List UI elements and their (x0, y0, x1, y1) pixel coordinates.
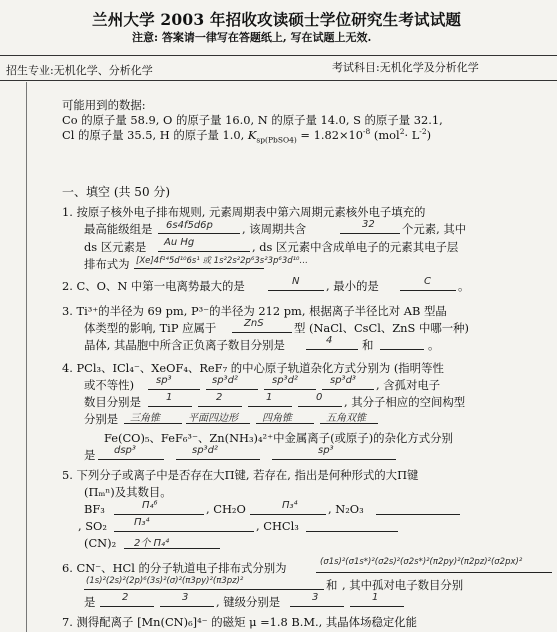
q5-chcl3: , CHCl₃ (256, 519, 299, 533)
q6-answer-hcl: (1s)²(2s)²(2p)⁶(3s)²(σ)²(π3py)²(π3pz)² (86, 576, 244, 586)
q3-line-3-a: 晶体, 其晶胞中所含正负离子数目分别是 (84, 338, 285, 352)
q7-line-1: 7. 测得配离子 [Mn(CN)₆]⁴⁻ 的磁矩 μ =1.8 B.M., 其晶体场稳定化能 (62, 615, 418, 629)
q4-blank-lone-2 (198, 406, 242, 407)
q4-line-4: 分别是 (84, 412, 119, 426)
q1-line-1: 1. 按原子核外电子排布规则, 元素周期表中第六周期元素核外电子填充的 (62, 205, 426, 219)
q6-line-3-b: , 键级分别是 (216, 595, 281, 609)
q6-line-3-a: 是 (84, 595, 96, 609)
q2-text-a: 2. C、O、N 中第一电离势最大的是 (62, 279, 245, 293)
header-rule-top (0, 55, 557, 56)
q3-line-2-b: 型 (NaCl、CsCl、ZnS 中哪一种) (294, 321, 469, 335)
q5-line-2: (Πₘⁿ)及其数目。 (84, 485, 172, 499)
q5-so2: , SO₂ (78, 519, 107, 533)
q4-blank-hyb-4 (322, 389, 374, 390)
q1-line-3-b: , ds 区元素中含成单电子的元素其电子层 (252, 240, 459, 254)
q4-answer-hyb-4: sp³d³ (330, 375, 356, 386)
q5-answer-so2: Π₃⁴ (134, 517, 150, 528)
q6-line-1: 6. CN⁻、HCl 的分子轨道电子排布式分别为 (62, 561, 287, 575)
q1-line-4: 排布式为 (84, 257, 130, 271)
q4-answer-shape-3: 四角锥 (262, 413, 292, 424)
q4-line-3-b: , 其分子相应的空间构型 (344, 395, 466, 409)
data-line-1: Co 的原子量 58.9, O 的原子量 16.0, N 的原子量 14.0, S 的原子量 32.1, (62, 113, 443, 127)
q1-line-2-b: , 该周期共含 (242, 222, 307, 236)
q1-blank-config (134, 268, 264, 269)
q4-blank-hyb-1 (148, 389, 200, 390)
q3-blank-pos (306, 349, 358, 350)
q4-answer-lone-1: 1 (166, 392, 173, 403)
q4-blank-metal-3 (272, 459, 396, 460)
q4-answer-hyb-1: sp³ (156, 375, 172, 386)
q3-line-3-c: 。 (428, 338, 440, 352)
q6-answer-lone-2: 3 (182, 592, 189, 603)
q4-line-6: 是 (84, 448, 96, 462)
q4-blank-hyb-3 (264, 389, 316, 390)
q6-blank-bond-2 (350, 606, 404, 607)
q3-blank-type (232, 332, 292, 333)
q6-blank-hcl (84, 589, 324, 590)
q6-line-2-b: , 其中孤对电子数目分别 (342, 578, 464, 592)
q3-blank-neg (380, 349, 424, 350)
q5-ch2o: , CH₂O (206, 502, 246, 516)
q5-line-1: 5. 下列分子或离子中是否存在大Π键, 若存在, 指出是何种形式的大Π键 (62, 468, 419, 482)
q4-answer-lone-4: 0 (316, 392, 323, 403)
q4-line-2-b: , 含孤对电子 (376, 378, 441, 392)
q1-answer-config: [Xe]4f¹⁴5d¹⁰6s¹ 或 1s²2s²2p⁶3s²3p⁶3d¹⁰… (136, 256, 308, 266)
q6-blank-cn (316, 572, 552, 573)
q2-text-c: 。 (458, 279, 470, 293)
q5-answer-ch2o: Π₃⁴ (282, 500, 298, 511)
q5-answer-bf3: Π₄⁶ (142, 500, 158, 511)
data-line-2: Cl 的原子量 35.5, H 的原子量 1.0, $K_{sp(PbSO4)} = 1.82\times 10^{-8}$ $(mol^2\cdot L^{-2})$ (62, 127, 432, 145)
q4-line-2-a: 或不等性) (84, 378, 135, 392)
q4-blank-lone-4 (298, 406, 342, 407)
margin-line (26, 82, 27, 632)
q2-blank-min (400, 290, 456, 291)
q6-blank-lone-1 (100, 606, 154, 607)
q4-answer-shape-4: 五角双锥 (326, 413, 366, 424)
q1-line-2-a: 最高能级组是 (84, 222, 153, 236)
q4-answer-hyb-2: sp³d² (212, 375, 238, 386)
q5-blank-chcl3 (306, 531, 398, 532)
q4-blank-lone-3 (248, 406, 292, 407)
exam-notice: 注意: 答案请一律写在答题纸上, 写在试题上无效. (132, 31, 372, 44)
q2-text-b: , 最小的是 (326, 279, 379, 293)
page-title: 兰州大学 2003 年招收攻读硕士学位研究生考试试题 (92, 10, 462, 29)
q6-line-2-a: 和 (326, 578, 338, 592)
q4-answer-metal-1: dsp³ (114, 445, 136, 456)
q6-answer-lone-1: 2 (122, 592, 129, 603)
q5-answer-cn2: 2个 Π₄⁴ (134, 538, 170, 549)
q5-blank-so2 (114, 531, 254, 532)
q4-blank-metal-1 (98, 459, 164, 460)
section-heading: 一、填空 (共 50 分) (62, 185, 171, 199)
q5-cn2: (CN)₂ (84, 536, 117, 550)
q4-answer-metal-3: sp³ (318, 445, 334, 456)
q4-blank-hyb-2 (206, 389, 258, 390)
q5-blank-n2o3 (376, 514, 460, 515)
q1-blank-level (158, 233, 240, 234)
q5-bf3: BF₃ (84, 502, 105, 516)
q4-blank-metal-2 (176, 459, 260, 460)
q6-answer-bond-2: 1 (372, 592, 379, 603)
q1-answer-level: 6s4f5d6p (166, 220, 213, 231)
subject-label: 考试科目:无机化学及分析化学 (332, 61, 479, 74)
q3-answer-pos: 4 (326, 335, 333, 346)
q3-line-1: 3. Ti³⁺的半径为 69 pm, P³⁻的半径为 212 pm, 根据离子半径比对 AB 型晶 (62, 304, 447, 318)
q3-line-2-a: 体类型的影响, TiP 应属于 (84, 321, 217, 335)
q4-answer-shape-1: 三角锥 (130, 413, 160, 424)
q5-blank-ch2o (250, 514, 326, 515)
q1-answer-count: 32 (362, 219, 375, 230)
q1-answer-ds: Au Hg (164, 237, 195, 248)
q4-answer-shape-2: 平面四边形 (188, 413, 238, 424)
q4-answer-lone-2: 2 (216, 392, 223, 403)
q6-answer-bond-1: 3 (312, 592, 319, 603)
q4-line-1: 4. PCl₃、ICl₄⁻、XeOF₄、ReF₇ 的中心原子轨道杂化方式分别为 (指明等性 (62, 361, 444, 375)
q1-blank-count (340, 233, 400, 234)
q1-line-2-c: 个元素, 其中 (402, 222, 467, 236)
q2-blank-max (268, 290, 324, 291)
q5-blank-bf3 (114, 514, 204, 515)
q5-n2o3: , N₂O₃ (328, 502, 364, 516)
data-heading: 可能用到的数据: (62, 98, 146, 112)
q4-line-5: Fe(CO)₅、FeF₆³⁻、Zn(NH₃)₄²⁺中金属离子(或原子)的杂化方式分别 (104, 431, 453, 445)
q3-line-3-b: 和 (362, 338, 374, 352)
q1-blank-ds (158, 251, 250, 252)
q6-blank-lone-2 (160, 606, 214, 607)
q4-answer-hyb-3: sp³d² (272, 375, 298, 386)
q6-blank-bond-1 (290, 606, 344, 607)
q4-line-3-a: 数目分别是 (84, 395, 141, 409)
q4-blank-lone-1 (148, 406, 192, 407)
q4-answer-metal-2: sp³d² (192, 445, 218, 456)
major-label: 招生专业:无机化学、分析化学 (6, 64, 153, 77)
q6-answer-cn: (σ1s)²(σ1s*)²(σ2s)²(σ2s*)²(π2py)²(π2pz)²(σ2px)² (320, 557, 523, 567)
q3-answer-type: ZnS (244, 318, 264, 329)
header-rule-bottom (0, 80, 557, 81)
q1-line-3-a: ds 区元素是 (84, 240, 147, 254)
q4-answer-lone-3: 1 (266, 392, 273, 403)
q2-answer-min: C (424, 276, 431, 287)
q2-answer-max: N (292, 276, 300, 287)
